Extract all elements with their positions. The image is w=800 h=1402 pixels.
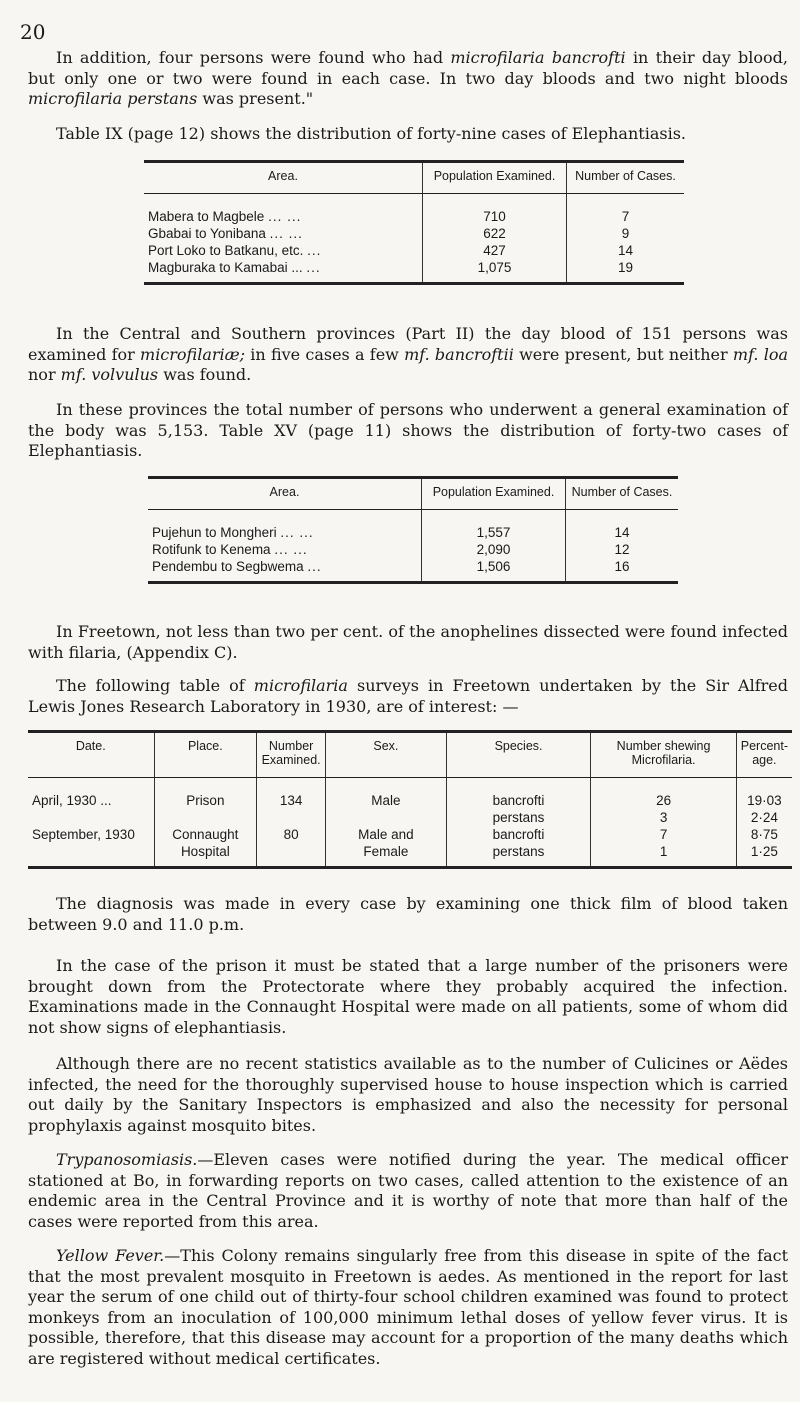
cases-cell: 7 (567, 194, 685, 226)
col-header-number-examined: Number Examined. (257, 732, 326, 778)
section-heading: Trypanosomiasis. (56, 1150, 198, 1169)
date-cell (28, 809, 154, 826)
percentage-cell: 8·75 (736, 826, 792, 843)
leader-dots: ... (307, 559, 322, 574)
table-row (28, 826, 792, 843)
text: was found. (158, 365, 252, 384)
species-name: microfilariæ; (140, 344, 246, 364)
text: were present, but neither (513, 344, 733, 364)
leader-dots: ... (307, 243, 322, 258)
col-header-place: Place. (154, 732, 257, 778)
table-row (144, 259, 684, 284)
population-cell: 427 (423, 242, 567, 259)
leader-dots: ... ... (280, 525, 314, 540)
species-name: microfilaria bancrofti (450, 48, 626, 67)
date-cell: September, 1930 (32, 827, 135, 842)
percentage-cell: 19·03 (736, 778, 792, 810)
number-shewing-cell: 3 (591, 809, 736, 826)
paragraph-survey-intro (28, 676, 788, 717)
text: surveys in Freetown undertaken by the Sir Alfred Lewis Jones Research Laboratory in 1930, are of interest: — (28, 676, 789, 716)
text: In addition, four persons were found who had (56, 48, 451, 67)
percentage-cell: 2·24 (736, 809, 792, 826)
cases-cell: 12 (566, 541, 679, 558)
area-name: Rotifunk to Kenema (152, 542, 271, 557)
table-row (28, 843, 792, 868)
place-cell: Prison (154, 778, 257, 810)
place-cell: Connaught (154, 826, 257, 843)
elephantiasis-table-northern (144, 160, 684, 285)
page-number: 20 (20, 20, 46, 44)
area-cell (148, 541, 422, 558)
col-header-population: Population Examined. (422, 478, 566, 510)
paragraph-general-examination: In these provinces the total number of persons who underwent a general examination of the body was 5,153. Table XV (page 11) shows the distribution of forty-two cases of Elephantiasis. (28, 400, 788, 460)
area-cell (144, 242, 423, 259)
paragraph-diagnosis: The diagnosis was made in every case by examining one thick film of blood taken between 9.0 and 11.0 p.m. (28, 894, 788, 934)
text: was present." (197, 89, 314, 108)
col-header-area: Area. (148, 478, 422, 510)
sex-cell: Female (326, 843, 447, 868)
text: in their day blood, but only one or two were found in each case. In two day bloods and two night bloods (28, 48, 789, 88)
number-shewing-cell: 7 (591, 826, 736, 843)
cases-cell: 9 (567, 225, 685, 242)
species-name: microfilaria (253, 676, 348, 695)
area-cell (144, 259, 423, 284)
table-row (28, 809, 792, 826)
col-header-cases: Number of Cases. (567, 162, 685, 194)
species-cell: bancrofti (446, 826, 591, 843)
cases-cell: 16 (566, 558, 679, 583)
population-cell: 1,075 (423, 259, 567, 284)
sex-cell: Male and (326, 826, 447, 843)
leader-dots: ... ... (274, 542, 308, 557)
table-row (28, 778, 792, 810)
area-name: Gbabai to Yonibana (148, 226, 266, 241)
paragraph-yellow-fever (28, 1246, 788, 1369)
table-row (148, 541, 678, 558)
place-cell: Hospital (154, 843, 257, 868)
col-header-species: Species. (446, 732, 591, 778)
paragraph-central-southern (28, 324, 788, 386)
number-shewing-cell: 26 (591, 778, 736, 810)
paragraph-freetown-anophelines: In Freetown, not less than two per cent. of the anophelines dissected were found infected with filaria, (Appendix C). (28, 622, 788, 662)
cases-cell: 14 (566, 510, 679, 542)
col-header-percentage: Percent-age. (736, 732, 792, 778)
cases-cell: 19 (567, 259, 685, 284)
species-cell: bancrofti (446, 778, 591, 810)
col-header-date: Date. (28, 732, 154, 778)
area-cell (144, 225, 423, 242)
area-cell (148, 510, 422, 542)
population-cell: 1,557 (422, 510, 566, 542)
cases-cell: 14 (567, 242, 685, 259)
leader-dots: ... ... (269, 226, 303, 241)
area-cell (144, 194, 423, 226)
species-cell: perstans (446, 843, 591, 868)
population-cell: 710 (423, 194, 567, 226)
area-name: Magburaka to Kamabai ... (148, 260, 303, 275)
number-examined-cell: 80 (257, 826, 326, 843)
section-heading: Yellow Fever. (56, 1246, 165, 1265)
table-row (148, 558, 678, 583)
sex-cell (326, 809, 447, 826)
table-row (144, 225, 684, 242)
paragraph-culicines: Although there are no recent statistics available as to the number of Culicines or Aëdes infected, the need for the thoroughly supervised house to house inspection which is carried out daily by the Sanitary Inspectors is emphasized and also the necessity for personal prophylaxis against mosquito bites. (28, 1054, 788, 1135)
table-row (144, 242, 684, 259)
species-name: mf. bancroftii (404, 344, 514, 364)
leader-dots: ... ... (268, 209, 302, 224)
microfilaria-survey-table (28, 730, 792, 869)
date-cell: April, 1930 ... (32, 793, 112, 808)
place-cell (154, 809, 257, 826)
species-name: microfilaria perstans (28, 89, 198, 108)
area-name: Pendembu to Segbwema (152, 559, 304, 574)
species-cell: perstans (446, 809, 591, 826)
number-examined-cell: 134 (257, 778, 326, 810)
col-header-area: Area. (144, 162, 423, 194)
sex-cell: Male (326, 778, 447, 810)
percentage-cell: 1·25 (736, 843, 792, 868)
number-examined-cell (257, 843, 326, 868)
col-header-number-shewing: Number shewing Microfilaria. (591, 732, 736, 778)
population-cell: 1,506 (422, 558, 566, 583)
area-name: Port Loko to Batkanu, etc. (148, 243, 304, 258)
area-name: Pujehun to Mongheri (152, 525, 277, 540)
paragraph-microfilaria-findings (28, 48, 788, 110)
col-header-cases: Number of Cases. (566, 478, 679, 510)
population-cell: 2,090 (422, 541, 566, 558)
number-examined-cell (257, 809, 326, 826)
col-header-sex: Sex. (326, 732, 447, 778)
paragraph-prison-case: In the case of the prison it must be stated that a large number of the prisoners were brought down from the Protectorate where they probably acquired the infection. Examinations made in the Connaught Hospital were made on all patients, some of whom did not show signs of elephantiasis. (28, 956, 788, 1037)
table-row (144, 194, 684, 226)
text: nor (28, 365, 61, 384)
paragraph-trypanosomiasis (28, 1150, 788, 1232)
text: The following table of (56, 676, 254, 695)
text: —This Colony remains singularly free from this disease in spite of the fact that the most prevalent mosquito in Freetown is aedes. As mentioned in the report for last year the serum of one child out of thirty-four school children examined was found to protect monkeys from an inoculation of 100,000 minimum lethal doses of yellow fever virus. It is possible, therefore, that this disease may account for a proportion of the many deaths which are registered without medical certificates. (28, 1246, 789, 1368)
species-name: mf. loa (732, 344, 789, 364)
area-cell (148, 558, 422, 583)
elephantiasis-table-southern (148, 476, 678, 584)
number-shewing-cell: 1 (591, 843, 736, 868)
col-header-population: Population Examined. (423, 162, 567, 194)
date-cell (28, 843, 154, 868)
text: —Eleven cases were notified during the year. The medical officer stationed at Bo, in forwarding reports on two cases, called attention to the existence of an endemic area in the Central Province and it is worthy of note that more than half of the cases were reported from this area. (28, 1150, 788, 1231)
text: In the Central and Southern provinces (Part II) the day blood of 151 persons was examined for (28, 324, 788, 364)
leader-dots: ... (306, 260, 321, 275)
text: in five cases a few (245, 344, 405, 364)
table-row (148, 510, 678, 542)
species-name: mf. volvulus (60, 365, 159, 384)
area-name: Mabera to Magbele (148, 209, 265, 224)
population-cell: 622 (423, 225, 567, 242)
paragraph-table-ix-intro: Table IX (page 12) shows the distribution of forty-nine cases of Elephantiasis. (56, 124, 686, 143)
